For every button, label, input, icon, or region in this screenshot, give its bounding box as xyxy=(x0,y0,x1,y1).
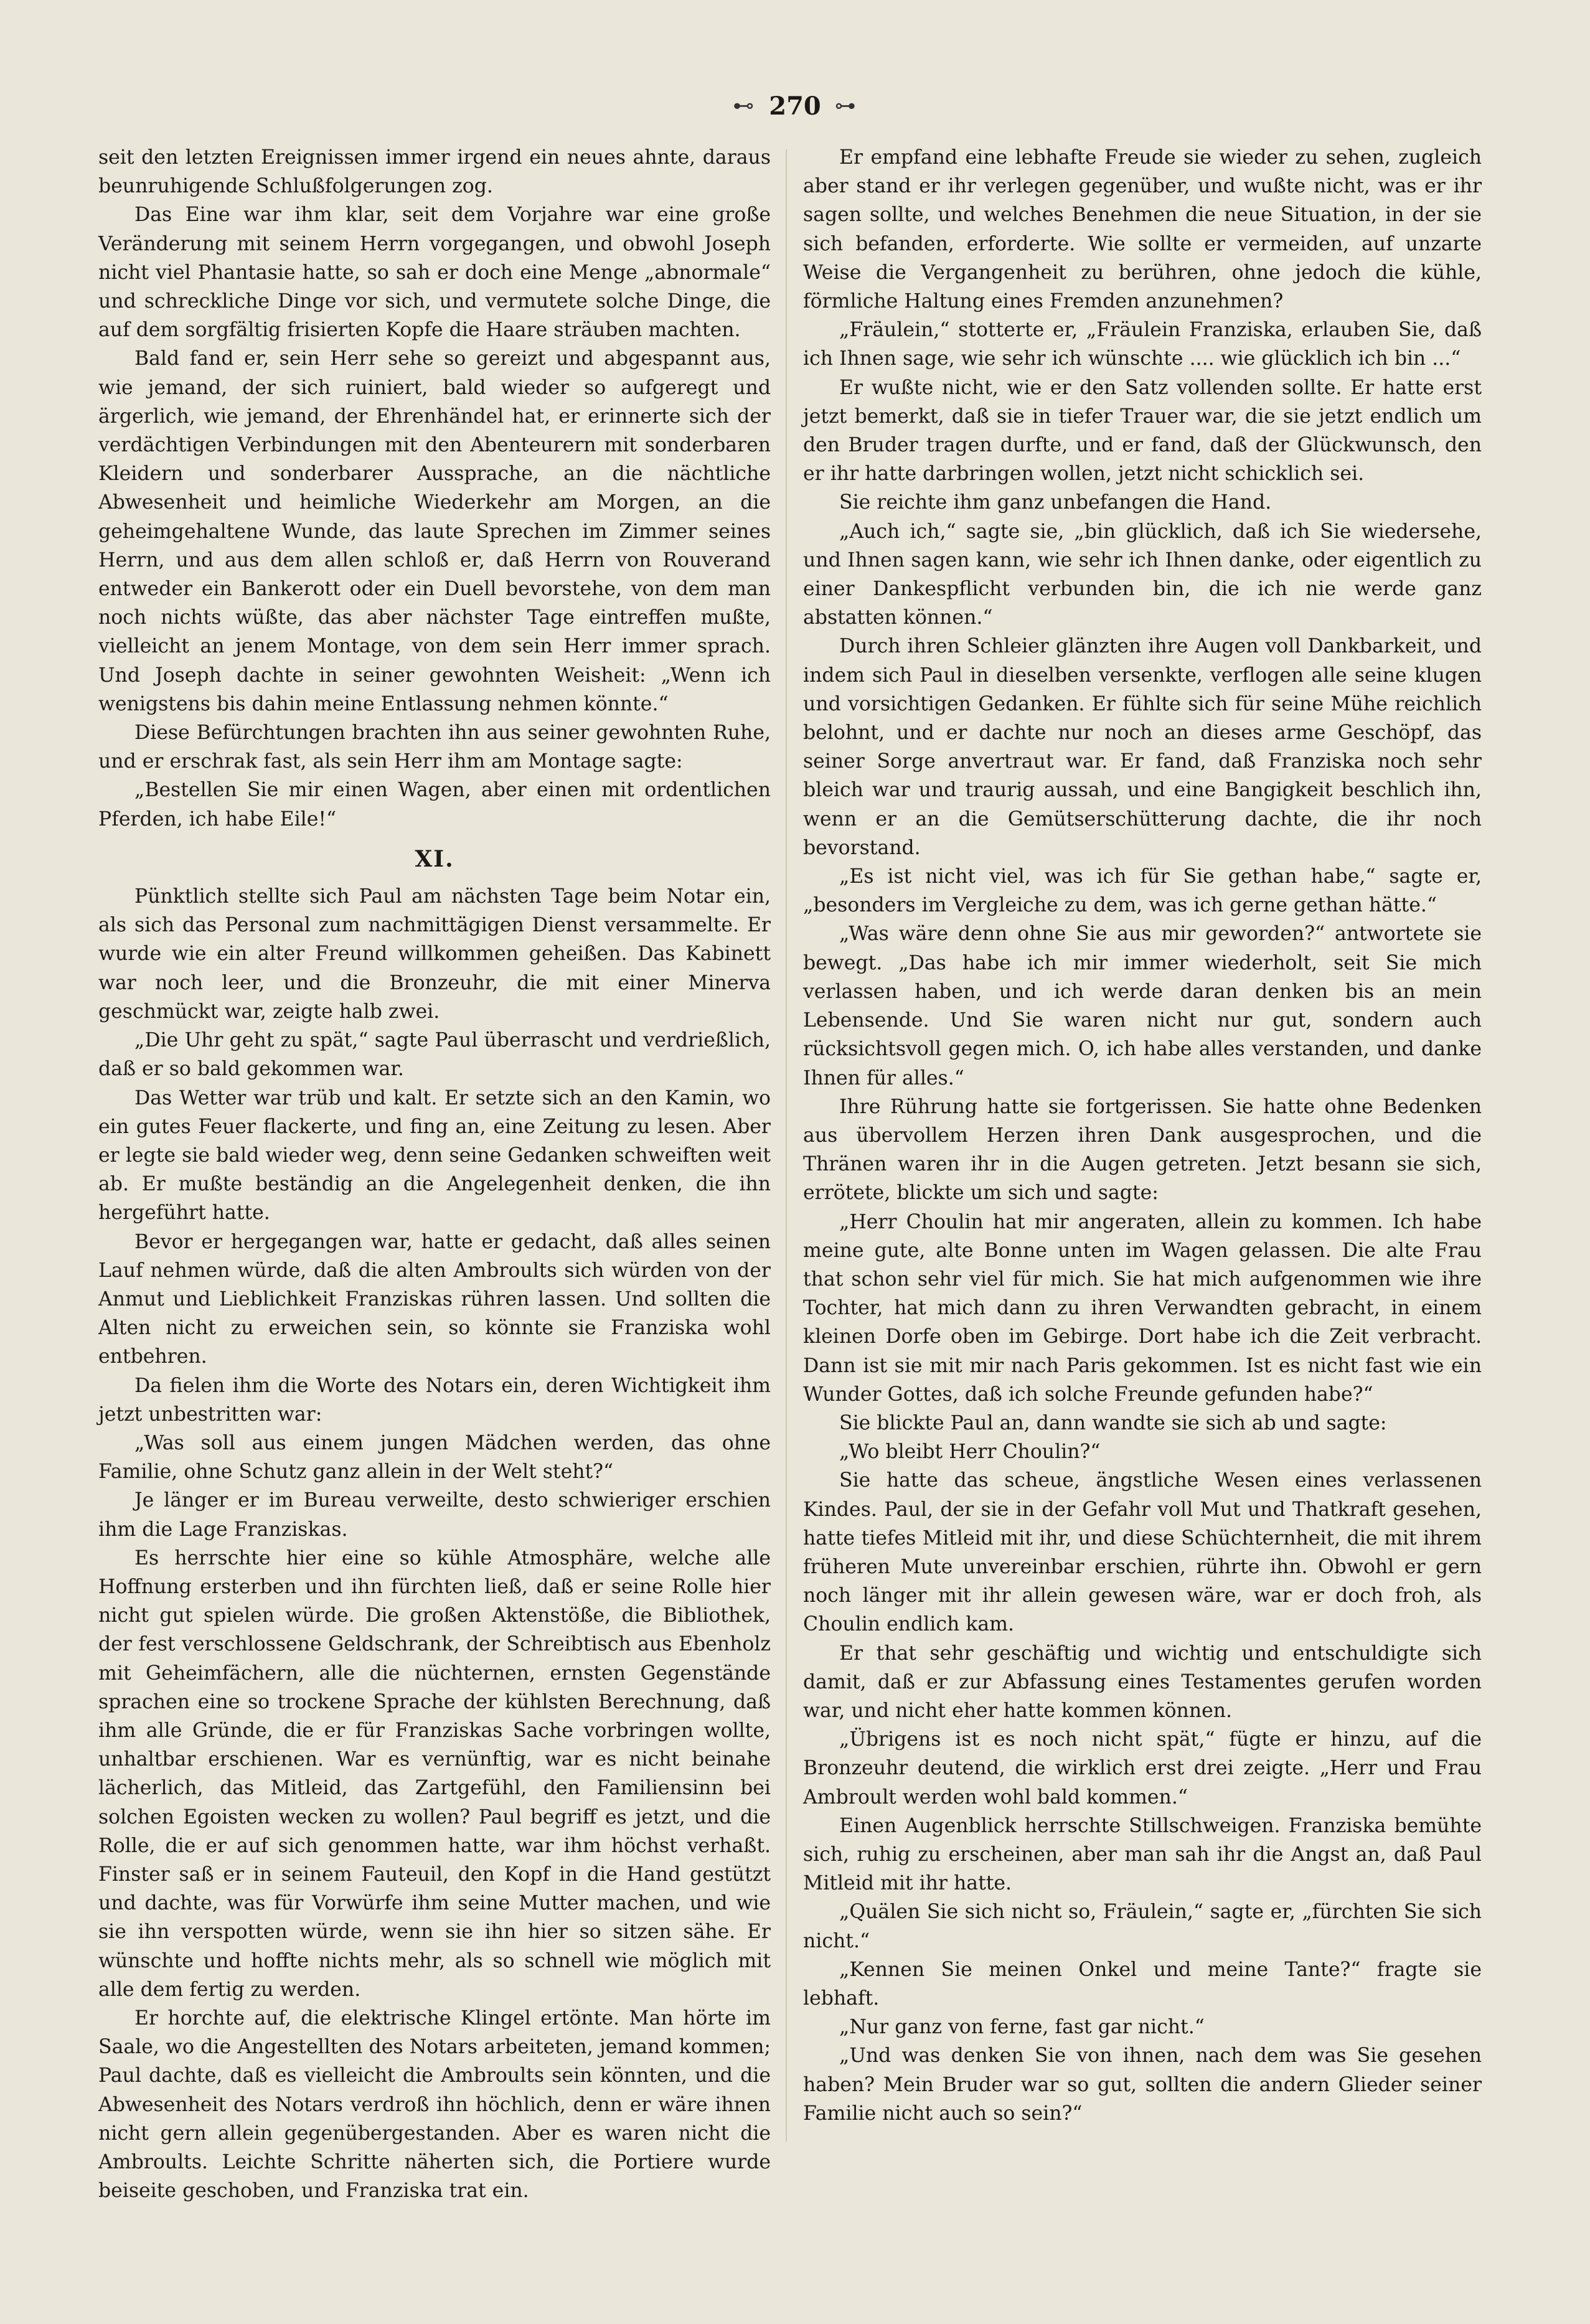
chapter-heading: XI. xyxy=(415,845,454,872)
paragraph: „Wo bleibt Herr Choulin?“ xyxy=(839,1441,1101,1464)
paragraph: Ihre Rührung hatte sie fortgerissen. Sie hatte ohne Bedenken aus übervollem Herzen ihren Dank ausgesprochen, und die Thränen waren ihr in die Augen getreten. Jetzt besann sie sich, errötete, blickte um sich und sagte: xyxy=(803,1095,1482,1205)
paragraph: Einen Augenblick herrschte Stillschweigen. Franziska bemühte sich, ruhig zu erscheinen, aber man sah ihr die Angst an, daß Paul Mitleid mit ihr hatte. xyxy=(803,1814,1482,1895)
ornament-right-icon: ⊶ xyxy=(834,93,857,118)
paragraph: Er empfand eine lebhafte Freude sie wieder zu sehen, zugleich aber stand er ihr verlegen gegenüber, und wußte nicht, was er ihr sagen sollte, und welches Benehmen die neue Situation, in der sie sich befanden, erforderte. Wie sollte er vermeiden, auf unzarte Weise die Vergangenheit zu berühren, ohne jedoch die kühle, förmliche Haltung eines Fremden anzunehmen? xyxy=(803,146,1482,313)
paragraph: „Und was denken Sie von ihnen, nach dem was Sie gesehen haben? Mein Bruder war so gut, sollten die andern Glieder seiner Familie nicht auch so sein?“ xyxy=(803,2044,1482,2125)
paragraph: „Fräulein,“ stotterte er, „Fräulein Franziska, erlauben Sie, daß ich Ihnen sage, wie sehr ich wünschte .... wie glücklich ich bin ...“ xyxy=(803,319,1482,370)
paragraph: Bevor er hergegangen war, hatte er gedacht, daß alles seinen Lauf nehmen würde, daß die alten Ambroults sich würden von der Anmut und Lieblichkeit Franziskas rühren lassen. Und sollten die Alten nicht zu erweichen sein, so könnte sie Franziska wohl entbehren. xyxy=(98,1230,771,1368)
paragraph: „Übrigens ist es noch nicht spät,“ fügte er hinzu, auf die Bronzeuhr deutend, die wirklich erst drei zeigte. „Herr und Frau Ambroult werden wohl bald kommen.“ xyxy=(803,1728,1482,1809)
paragraph: Es herrschte hier eine so kühle Atmosphäre, welche alle Hoffnung ersterben und ihn fürchten ließ, daß er seine Rolle hier nicht gut spielen würde. Die großen Aktenstöße, die Bibliothek, der fest verschlossene Geldschrank, der Schreibtisch aus Ebenholz mit Geheimfächern, alle die nüchternen, ernsten Gegenstände sprachen eine so trockene Sprache der kühlsten Berechnung, daß ihm alle Gründe, die er für Franziskas Sache vorbringen wollte, unhaltbar erschienen. War es vernünftig, war es nicht beinahe lächerlich, das Mitleid, das Zartgefühl, den Familiensinn bei solchen Egoisten wecken zu wollen? Paul begriff es jetzt, und die Rolle, die er auf sich genommen hatte, war ihm höchst verhaßt. Finster saß er in seinem Fauteuil, den Kopf in die Hand gestützt und dachte, was für Vorwürfe ihm seine Mutter machen, und wie sie ihn verspotten würde, wenn sie ihn hier so sitzen sähe. Er wünschte und hoffte nichts mehr, als so schnell wie möglich mit alle dem fertig zu werden. xyxy=(98,1546,771,2001)
paragraph: Das Eine war ihm klar, seit dem Vorjahre war eine große Veränderung mit seinem Herrn vorgegangen, und obwohl Joseph nicht viel Phantasie hatte, so sah er doch eine Menge „abnormale“ und schreckliche Dinge vor sich, und vermutete solche Dinge, die auf dem sorgfältig frisierten Kopfe die Haare sträuben machten. xyxy=(98,204,771,342)
paragraph: „Auch ich,“ sagte sie, „bin glücklich, daß ich Sie wiedersehe, und Ihnen sagen kann, wie sehr ich Ihnen danke, oder eigentlich zu einer Dankespflicht verbunden bin, die ich nie werde ganz abstatten können.“ xyxy=(803,520,1482,629)
paragraph: „Kennen Sie meinen Onkel und meine Tante?“ fragte sie lebhaft. xyxy=(803,1958,1482,2010)
right-column xyxy=(803,143,1482,2135)
paragraph: „Was soll aus einem jungen Mädchen werden, das ohne Familie, ohne Schutz ganz allein in der Welt steht?“ xyxy=(98,1431,771,1484)
paragraph: Sie hatte das scheue, ängstliche Wesen eines verlassenen Kindes. Paul, der sie in der Gefahr voll Mut und Thatkraft gesehen, hatte tiefes Mitleid mit ihr, und diese Schüchternheit, die mit ihrem früheren Mute unvereinbar erschien, rührte ihn. Obwohl er gern noch länger mit ihr allein gewesen wäre, war er doch froh, als Choulin endlich kam. xyxy=(803,1469,1482,1636)
page-header xyxy=(0,87,1590,125)
paragraph: Durch ihren Schleier glänzten ihre Augen voll Dankbarkeit, und indem sich Paul in dieselben versenkte, verflogen alle seine klugen und vorsichtigen Gedanken. Er fühlte sich für seine Mühe reichlich belohnt, und er dachte nur noch an dieses arme Geschöpf, das seiner Sorge anvertraut war. Er fand, daß Franziska noch sehr bleich war und traurig aussah, und eine Bangigkeit beschlich ihn, wenn er an die Gemütserschütterung dachte, die ihr noch bevorstand. xyxy=(803,635,1482,859)
column-divider xyxy=(786,149,787,2142)
paragraph: Diese Befürchtungen brachten ihn aus seiner gewohnten Ruhe, und er erschrak fast, als sein Herr ihm am Montage sagte: xyxy=(98,722,771,773)
paragraph: „Es ist nicht viel, was ich für Sie gethan habe,“ sagte er, „besonders im Vergleiche zu dem, was ich gerne gethan hätte.“ xyxy=(803,865,1482,917)
paragraph: Da fielen ihm die Worte des Notars ein, deren Wichtigkeit ihm jetzt unbestritten war: xyxy=(98,1374,771,1426)
paragraph: „Die Uhr geht zu spät,“ sagte Paul überrascht und verdrießlich, daß er so bald gekommen war. xyxy=(98,1029,771,1081)
paragraph: Sie blickte Paul an, dann wandte sie sich ab und sagte: xyxy=(839,1411,1387,1434)
paragraph: Er wußte nicht, wie er den Satz vollenden sollte. Er hatte erst jetzt bemerkt, daß sie in tiefer Trauer war, die sie jetzt endlich um den Bruder tragen durfte, und er fand, daß der Glückwunsch, den er ihr hatte darbringen wollen, jetzt nicht schicklich sei. xyxy=(803,376,1482,486)
paragraph: Sie reichte ihm ganz unbefangen die Hand. xyxy=(839,491,1272,514)
paragraph: Je länger er im Bureau verweilte, desto schwieriger erschien ihm die Lage Franziskas. xyxy=(98,1489,771,1541)
paragraph: seit den letzten Ereignissen immer irgend ein neues ahnte, daraus beunruhigende Schlußfolgerungen zog. xyxy=(98,146,771,198)
left-column xyxy=(98,143,771,2203)
paragraph: Er horchte auf, die elektrische Klingel ertönte. Man hörte im Saale, wo die Angestellten des Notars arbeiteten, jemand kommen; Paul dachte, daß es vielleicht die Ambroults sein könnten, und die Abwesenheit des Notars verdroß ihn höchlich, denn er wäre ihnen nicht gern allein gegenübergestanden. Aber es waren nicht die Ambroults. Leichte Schritte näherten sich, die Portiere wurde beiseite geschoben, und Franziska trat ein. xyxy=(98,2007,771,2203)
ornament-left-icon: ⊷ xyxy=(733,93,756,118)
paragraph: Das Wetter war trüb und kalt. Er setzte sich an den Kamin, wo ein gutes Feuer flackerte, und fing an, eine Zeitung zu lesen. Aber er legte sie bald wieder weg, denn seine Gedanken schweiften weit ab. Er mußte beständig an die Angelegenheit denken, die ihn hergeführt hatte. xyxy=(98,1086,771,1225)
page-number: 270 xyxy=(769,91,821,121)
paragraph: Er that sehr geschäftig und wichtig und entschuldigte sich damit, daß er zur Abfassung eines Testamentes gerufen worden war, und nicht eher hatte kommen können. xyxy=(803,1642,1482,1722)
paragraph: „Herr Choulin hat mir angeraten, allein zu kommen. Ich habe meine gute, alte Bonne unten im Wagen gelassen. Die alte Frau that schon sehr viel für mich. Sie hat mich aufgenommen wie ihre Tochter, hat mich dann zu ihren Verwandten gebracht, in einem kleinen Dorfe oben im Gebirge. Dort habe ich die Zeit verbracht. Dann ist sie mit mir nach Paris gekommen. Ist es nicht fast wie ein Wunder Gottes, daß ich solche Freunde gefunden habe?“ xyxy=(803,1210,1482,1406)
paragraph: „Nur ganz von ferne, fast gar nicht.“ xyxy=(839,2016,1205,2039)
paragraph: „Quälen Sie sich nicht so, Fräulein,“ sagte er, „fürchten Sie sich nicht.“ xyxy=(803,1901,1482,1952)
paragraph: „Was wäre denn ohne Sie aus mir geworden?“ antwortete sie bewegt. „Das habe ich mir immer wiederholt, seit Sie mich verlassen haben, und ich werde daran denken bis an mein Lebensende. Und Sie waren nicht nur gut, sondern auch rücksichtsvoll gegen mich. O, ich habe alles verstanden, und danke Ihnen für alles.“ xyxy=(803,923,1482,1089)
paragraph: Bald fand er, sein Herr sehe so gereizt und abgespannt aus, wie jemand, der sich ruiniert, bald wieder so aufgeregt und ärgerlich, wie jemand, der Ehrenhändel hat, er erinnerte sich der verdächtigen Verbindungen mit den Abenteurern mit sonderbaren Kleidern und sonderbarer Aussprache, an die nächtliche Abwesenheit und heimliche Wiederkehr am Morgen, an die geheimgehaltene Wunde, das laute Sprechen im Zimmer seines Herrn, und aus dem allen schloß er, daß Herrn von Rouverand entweder ein Bankerott oder ein Duell bevorstehe, von dem man noch nichts wüßte, das aber nächster Tage eintreffen mußte, vielleicht an jenem Montage, von dem sein Herr immer sprach. Und Joseph dachte in seiner gewohnten Weisheit: „Wenn ich wenigstens bis dahin meine Entlassung nehmen könnte.“ xyxy=(98,347,771,715)
paragraph: Pünktlich stellte sich Paul am nächsten Tage beim Notar ein, als sich das Personal zum nachmittägigen Dienst versammelte. Er wurde wie ein alter Freund willkommen geheißen. Das Kabinett war noch leer, und die Bronzeuhr, die mit einer Minerva geschmückt war, zeigte halb zwei. xyxy=(98,885,771,1023)
paragraph: „Bestellen Sie mir einen Wagen, aber einen mit ordentlichen Pferden, ich habe Eile!“ xyxy=(98,779,771,830)
